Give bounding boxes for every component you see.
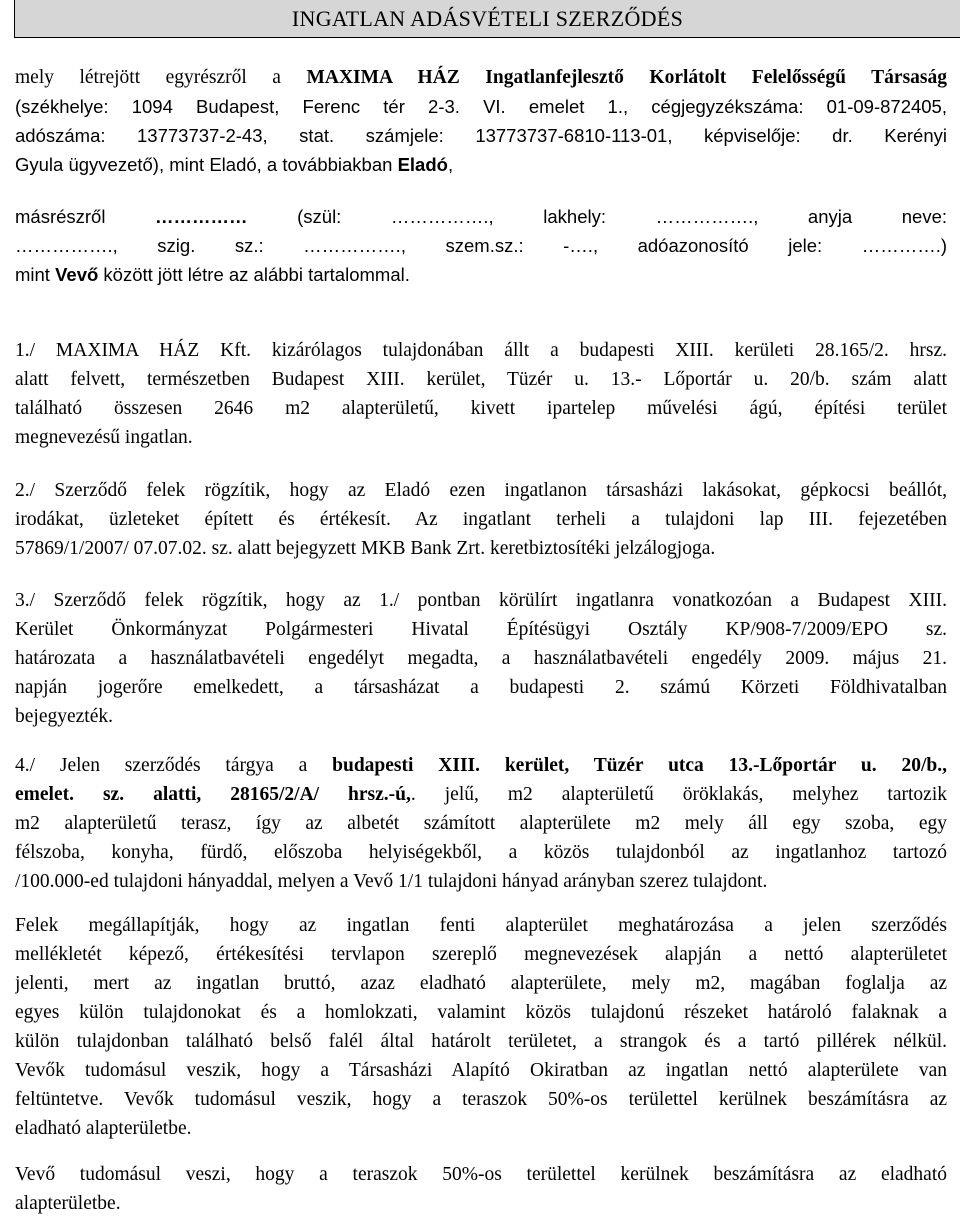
section-1-line-4: megnevezésű ingatlan. — [15, 427, 193, 448]
felek-line-2: mellékletét képező, értékesítési tervlapon szereplő megnevezések alapján a nettó alapterületet — [15, 944, 947, 965]
closing-paragraph — [15, 1160, 947, 1218]
section-4-line-4: félszoba, konyha, fürdő, előszoba helyiségekből, a közös tulajdonból az ingatlanhoz tartozó — [15, 842, 947, 863]
closing-line-2: alapterületbe. — [15, 1193, 121, 1214]
section-4 — [15, 751, 947, 896]
intro-line-3: adószáma: 13773737-2-43, stat. számjele: 13773737-6810-113-01, képviselője: dr. Kerényi — [15, 125, 947, 146]
section-4-line-3: m2 alapterületű terasz, így az albetét számított alapterülete m2 mely áll egy szoba, egy — [15, 813, 947, 834]
section-1-line-3: található összesen 2646 m2 alapterületű, kivett ipartelep művelési ágú, építési terület — [15, 398, 947, 419]
felek-line-7: feltüntetve. Vevők tudomásul veszik, hogy a teraszok 50%-os területtel kerülnek beszámításra az — [15, 1089, 947, 1110]
section-3-line-5: bejegyezték. — [15, 706, 113, 727]
felek-line-8: eladható alapterületbe. — [15, 1118, 192, 1139]
section-2 — [15, 476, 947, 563]
section-4-line-1: 4./ Jelen szerződés tárgya a budapesti XIII. kerület, Tüzér utca 13.-Lőportár u. 20/b., — [15, 755, 947, 776]
felek-line-6: Vevők tudomásul veszik, hogy a Társasházi Alapító Okiratban az ingatlan nettó alapterülete van — [15, 1060, 947, 1081]
document-title: INGATLAN ADÁSVÉTELI SZERZŐDÉS — [14, 0, 960, 38]
section-4-line-2: emelet. sz. alatti, 28165/2/A/ hrsz.-ú,. jelű, m2 alapterületű öröklakás, melyhez tartozik — [15, 784, 947, 805]
seller-name: MAXIMA HÁZ Ingatlanfejlesztő Korlátolt Felelősségű Társaság — [306, 67, 947, 88]
felek-line-1: Felek megállapítják, hogy az ingatlan fenti alapterület meghatározása a jelen szerződés — [15, 915, 947, 936]
buyer-line-3: mint Vevő között jött létre az alábbi tartalommal. — [15, 264, 410, 285]
buyer-line-1: másrészről …………… (szül: ……………., lakhely: ……………., anyja neve: — [15, 206, 947, 227]
buyer-paragraph — [15, 202, 947, 289]
felek-line-3: jelenti, mert az ingatlan bruttó, azaz eladható alapterülete, mely m2, magában foglalja az — [15, 973, 947, 994]
section-3-line-1: 3./ Szerződő felek rögzítik, hogy az 1./ pontban körülírt ingatlanra vonatkozóan a Budapest XIII. — [15, 590, 947, 611]
felek-line-4: egyes külön tulajdonokat és a homlokzati, valamint közös tulajdonú részeket határoló falaknak a — [15, 1002, 947, 1023]
section-2-line-3: 57869/1/2007/ 07.07.02. sz. alatt bejegyzett MKB Bank Zrt. keretbiztosítéki jelzálogjoga. — [15, 538, 716, 559]
section-2-line-1: 2./ Szerződő felek rögzítik, hogy az Eladó ezen ingatlanon társasházi lakásokat, gépkocsi beállót, — [15, 480, 947, 501]
intro-line-4: Gyula ügyvezető), mint Eladó, a továbbiakban Eladó, — [15, 154, 454, 175]
section-1-line-2: alatt felvett, természetben Budapest XIII. kerület, Tüzér u. 13.- Lőportár u. 20/b. szám alatt — [15, 369, 947, 390]
intro-paragraph — [15, 63, 947, 179]
section-3-line-2: Kerület Önkormányzat Polgármesteri Hivatal Építésügyi Osztály KP/908-7/2009/EPO sz. — [15, 619, 947, 640]
property-address: budapesti XIII. kerület, Tüzér utca 13.-Lőportár u. 20/b., — [332, 755, 947, 776]
section-3 — [15, 586, 947, 731]
buyer-line-2: ……………., szig. sz.: ……………., szem.sz.: -…., adóazonosító jele: ………….) — [15, 235, 947, 256]
section-1-line-1: 1./ MAXIMA HÁZ Kft. kizárólagos tulajdonában állt a budapesti XIII. kerületi 28.165/2. hrsz. — [15, 340, 947, 361]
closing-line-1: Vevő tudomásul veszi, hogy a teraszok 50%-os területtel kerülnek beszámításra az eladható — [15, 1164, 947, 1185]
felek-line-5: külön tulajdonban található belső falél által határolt területet, a strangok és a tartó pillérek nélkül. — [15, 1031, 947, 1052]
section-1 — [15, 336, 947, 452]
section-4-line-5: /100.000-ed tulajdoni hányaddal, melyen a Vevő 1/1 tulajdoni hányad arányban szerez tulajdont. — [15, 871, 768, 892]
section-2-line-2: irodákat, üzleteket épített és értékesít. Az ingatlant terheli a tulajdoni lap III. fejezetében — [15, 509, 947, 530]
section-3-line-3: határozata a használatbavételi engedélyt megadta, a használatbavételi engedély 2009. május 21. — [15, 648, 947, 669]
felek-paragraph — [15, 911, 947, 1143]
intro-line-2: (székhelye: 1094 Budapest, Ferenc tér 2-3. VI. emelet 1., cégjegyzékszáma: 01-09-872405, — [15, 96, 947, 117]
section-3-line-4: napján jogerőre emelkedett, a társasházat a budapesti 2. számú Körzeti Földhivatalban — [15, 677, 947, 698]
intro-line-1: mely létrejött egyrészről a MAXIMA HÁZ Ingatlanfejlesztő Korlátolt Felelősségű Társaság — [15, 67, 947, 88]
